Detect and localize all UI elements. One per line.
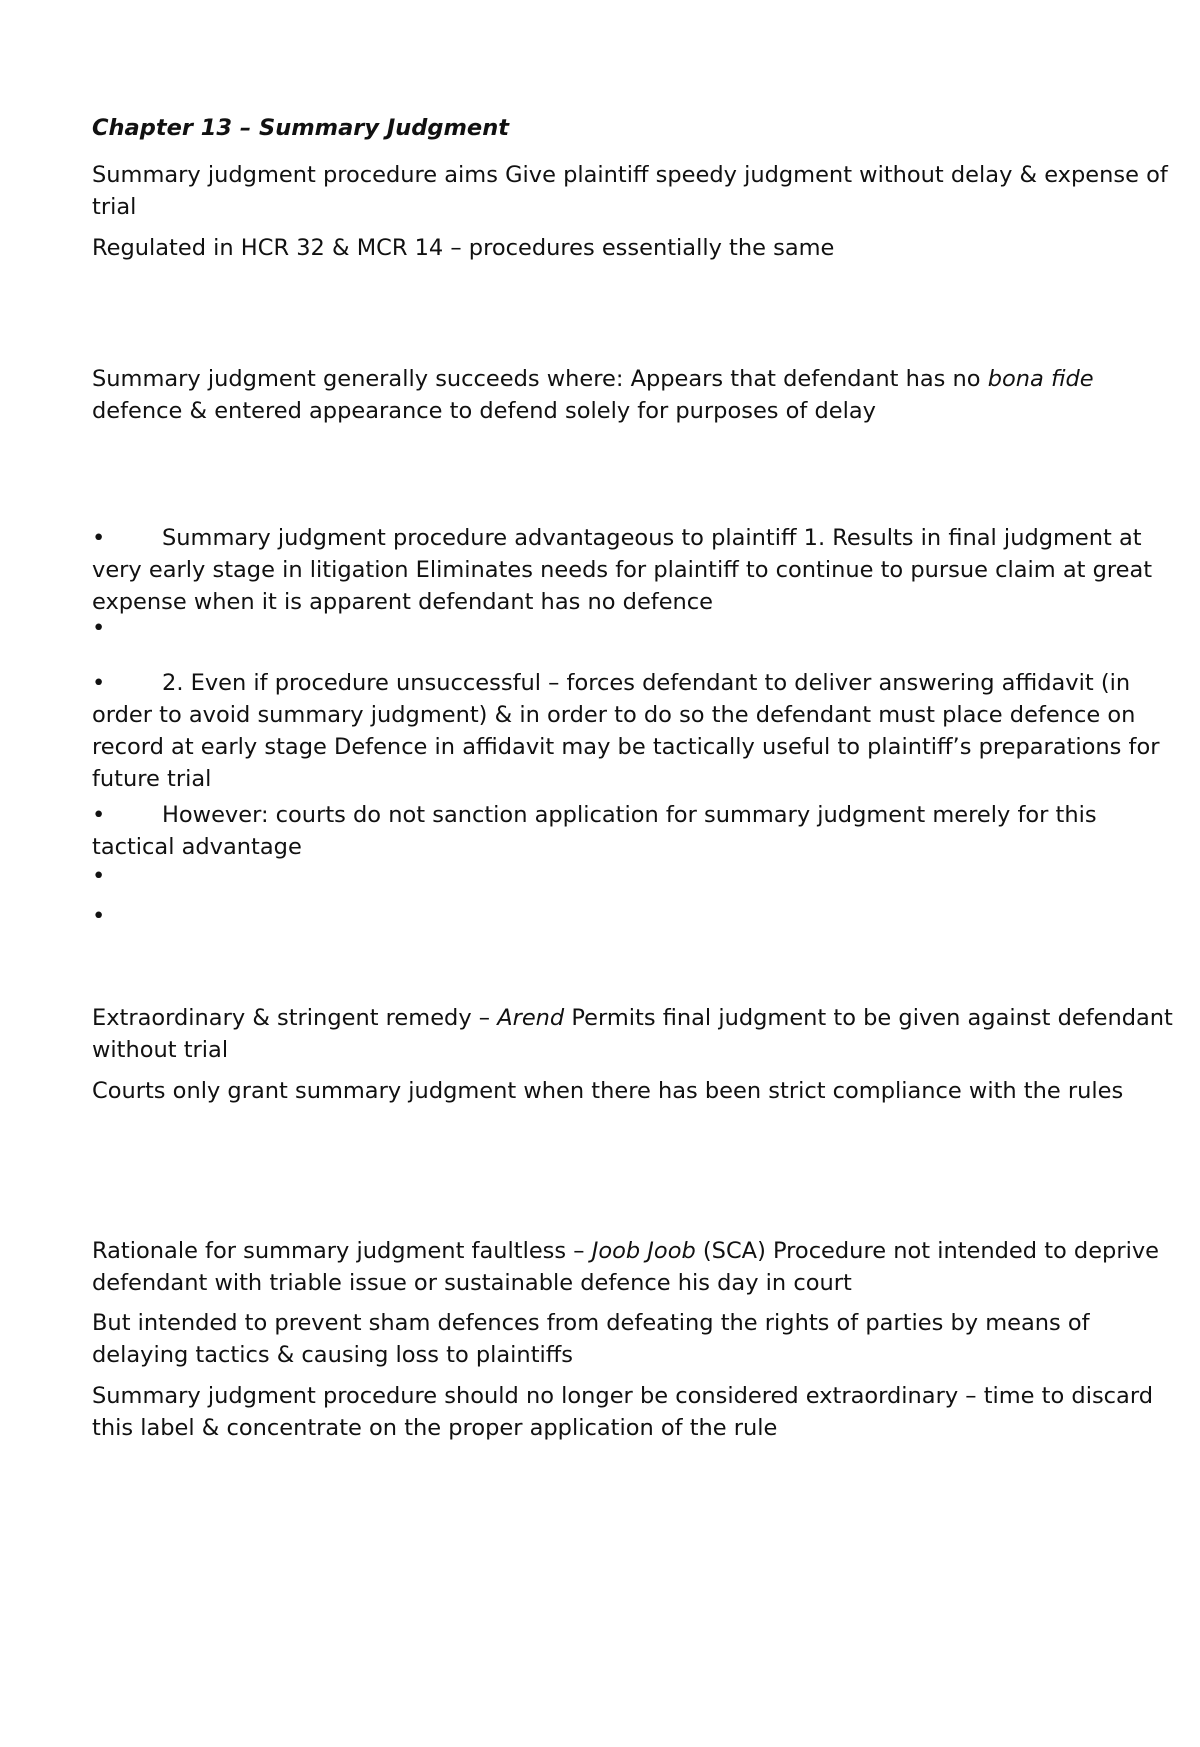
- paragraph-rationale-text-1: Rationale for summary judgment faultless –: [92, 1238, 592, 1264]
- bullet-text: However: courts do not sanction application for summary judgment merely for this tactical advantage: [92, 802, 1097, 860]
- paragraph-extraordinary-text-2: Permits final judgment to be given against defendant without trial: [92, 1005, 1173, 1063]
- paragraph-rationale-text-2: (SCA) Procedure not intended to deprive defendant with triable issue or sustainable defence his day in court: [92, 1238, 1159, 1296]
- bullet-icon: •: [92, 670, 106, 696]
- bullet-item-empty: [92, 860, 1182, 892]
- bullet-icon: •: [92, 863, 106, 889]
- bullet-text: 2. Even if procedure unsuccessful – forces defendant to deliver answering affidavit (in order to avoid summary judgment) & in order to do so the defendant must place defence on record at early stage Defence in affidavit may be tactically useful to plaintiff’s preparations for future trial: [92, 670, 1160, 792]
- paragraph-extraordinary-italic: Arend: [497, 1005, 565, 1031]
- bullet-item-however: [92, 799, 1182, 863]
- bullet-icon: •: [92, 903, 106, 929]
- bullet-item-empty: [92, 900, 1182, 932]
- paragraph-aims: Summary judgment procedure aims Give plaintiff speedy judgment without delay & expense of trial: [92, 162, 1168, 220]
- bullet-text: Summary judgment procedure advantageous to plaintiff 1. Results in final judgment at very early stage in litigation Eliminates needs for plaintiff to continue to pursue claim at great expense when it is apparent defendant has no defence: [92, 525, 1153, 615]
- bullet-icon: •: [92, 802, 106, 828]
- paragraph-succeeds-text-2: defence & entered appearance to defend solely for purposes of delay: [92, 398, 876, 424]
- bullet-item-unsuccessful: [92, 667, 1182, 795]
- bullet-item-advantageous: [92, 522, 1182, 618]
- paragraph-sham-defences: But intended to prevent sham defences from defeating the rights of parties by means of delaying tactics & causing loss to plaintiffs: [92, 1310, 1090, 1368]
- paragraph-succeeds-text-1: Summary judgment generally succeeds where: Appears that defendant has no: [92, 366, 988, 392]
- bullet-item-empty: [92, 612, 1182, 644]
- paragraph-rationale: [92, 1235, 1182, 1299]
- bullet-icon: •: [92, 615, 106, 641]
- bullet-icon: •: [92, 525, 106, 551]
- paragraph-succeeds: [92, 363, 1182, 427]
- paragraph-extraordinary-text-1: Extraordinary & stringent remedy –: [92, 1005, 498, 1031]
- paragraph-rationale-italic: Joob Joob: [591, 1238, 696, 1264]
- paragraph-succeeds-italic: bona fide: [987, 366, 1094, 392]
- chapter-title: Chapter 13 – Summary Judgment: [92, 115, 509, 141]
- paragraph-compliance: Courts only grant summary judgment when there has been strict compliance with the rules: [92, 1078, 1124, 1104]
- paragraph-no-longer-extraordinary: Summary judgment procedure should no longer be considered extraordinary – time to discard this label & concentrate on the proper application of the rule: [92, 1383, 1153, 1441]
- paragraph-extraordinary: [92, 1002, 1182, 1066]
- paragraph-regulated: Regulated in HCR 32 & MCR 14 – procedures essentially the same: [92, 235, 835, 261]
